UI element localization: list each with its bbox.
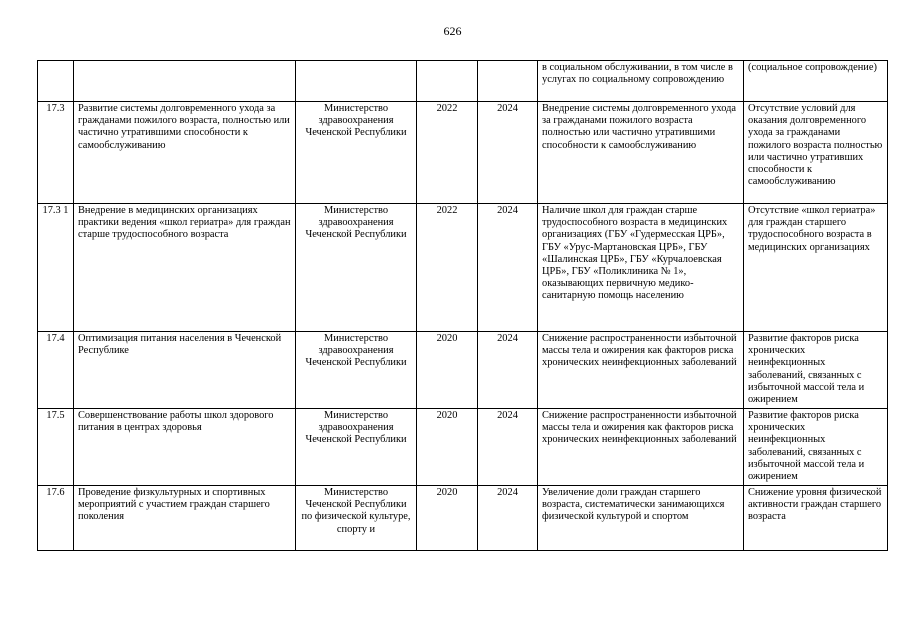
page-number: 626 [443, 24, 462, 38]
cell-result: Увеличение доли граждан старшего возраста, систематически занимающихся физической культурой и спортом [538, 486, 744, 551]
cell-result: в социальном обслуживании, в том числе в услугах по социальному сопровождению [538, 61, 744, 102]
cell-result: Снижение распространенности избыточной массы тела и ожирения как факторов риска хронических неинфекционных заболеваний [538, 409, 744, 486]
cell-num: 17.3 [38, 102, 74, 204]
table-row [38, 204, 888, 332]
table-row [38, 102, 888, 204]
cell-executor [296, 61, 417, 102]
cell-executor: Министерство здравоохранения Чеченской Республики [296, 409, 417, 486]
cell-problem: Отсутствие условий для оказания долговременного ухода за гражданами пожилого возраста полностью или частично утративших способности к самообслуживанию [744, 102, 888, 204]
measures-table [37, 60, 888, 551]
table-row [38, 332, 888, 409]
cell-end: 2024 [478, 204, 538, 332]
cell-end: 2024 [478, 409, 538, 486]
cell-problem: Развитие факторов риска хронических неинфекционных заболеваний, связанных с избыточной массой тела и ожирением [744, 409, 888, 486]
cell-num: 17.6 [38, 486, 74, 551]
cell-measure: Внедрение в медицинских организациях практики ведения «школ гериатра» для граждан старше трудоспособного возраста [74, 204, 296, 332]
cell-problem: Снижение уровня физической активности граждан старшего возраста [744, 486, 888, 551]
cell-start [417, 61, 478, 102]
cell-executor: Министерство здравоохранения Чеченской Республики [296, 204, 417, 332]
cell-start: 2022 [417, 102, 478, 204]
table-row [38, 409, 888, 486]
cell-problem: (социальное сопровождение) [744, 61, 888, 102]
cell-num: 17.4 [38, 332, 74, 409]
cell-executor: Министерство здравоохранения Чеченской Республики [296, 332, 417, 409]
cell-result: Внедрение системы долговременного ухода за гражданами пожилого возраста полностью или частично утратившими способности к самообслуживанию [538, 102, 744, 204]
cell-num: 17.3 1 [38, 204, 74, 332]
cell-result: Наличие школ для граждан старше трудоспособного возраста в медицинских организациях (ГБУ «Гудермесская ЦРБ», ГБУ «Урус-Мартановская ЦРБ», ГБУ «Шалинская ЦРБ», ГБУ «Курчалоевская ЦРБ», ГБУ «Поликлиника № 1», оказывающих первичную медико-санитарную помощь населению [538, 204, 744, 332]
cell-measure: Проведение физкультурных и спортивных мероприятий с участием граждан старшего поколения [74, 486, 296, 551]
cell-measure: Развитие системы долговременного ухода за гражданами пожилого возраста, полностью или частично утратившими способности к самообслуживанию [74, 102, 296, 204]
cell-num: 17.5 [38, 409, 74, 486]
cell-measure: Оптимизация питания населения в Чеченской Республике [74, 332, 296, 409]
cell-start: 2020 [417, 332, 478, 409]
cell-end: 2024 [478, 102, 538, 204]
cell-num [38, 61, 74, 102]
cell-measure: Совершенствование работы школ здорового питания в центрах здоровья [74, 409, 296, 486]
cell-end: 2024 [478, 486, 538, 551]
cell-executor: Министерство Чеченской Республики по физической культуре, спорту и [296, 486, 417, 551]
cell-end [478, 61, 538, 102]
table-row-continuation [38, 61, 888, 102]
cell-start: 2022 [417, 204, 478, 332]
cell-result: Снижение распространенности избыточной массы тела и ожирения как факторов риска хронических неинфекционных заболеваний [538, 332, 744, 409]
cell-end: 2024 [478, 332, 538, 409]
cell-problem: Развитие факторов риска хронических неинфекционных заболеваний, связанных с избыточной массой тела и ожирением [744, 332, 888, 409]
cell-measure [74, 61, 296, 102]
cell-start: 2020 [417, 486, 478, 551]
cell-executor: Министерство здравоохранения Чеченской Республики [296, 102, 417, 204]
cell-problem: Отсутствие «школ гериатра» для граждан старшего трудоспособного возраста в медицинских организациях [744, 204, 888, 332]
cell-start: 2020 [417, 409, 478, 486]
table-row [38, 486, 888, 551]
